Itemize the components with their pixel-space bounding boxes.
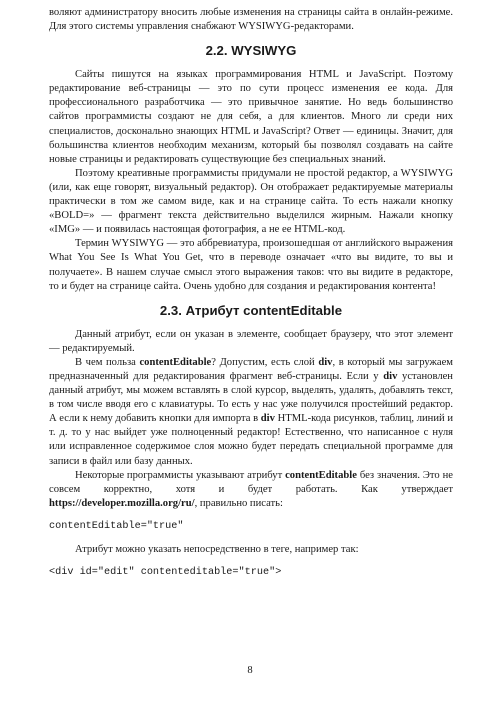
code-sample: <div id="edit" contenteditable="true"> [49, 567, 282, 578]
term-bold: contentEditable [139, 356, 212, 368]
section-heading-wysiwyg: 2.2. WYSIWYG [205, 43, 297, 59]
paragraph: Поэтому креативные программисты придумали не простой редактор, а WYSIWYG (или, как еще говорят, визуальный редактор). Он отображает редактируемые материалы практически в том же самом виде, как и на странице сайта. То есть нажали кнопку «BOLD=» — фрагмент текста действительно выделился жирным. Нажали кнопку «IMG» — и появилась настоящая фотография, а не ее HTML-код. [49, 167, 453, 236]
term-bold: div [260, 413, 275, 425]
url-bold: https://developer.mozilla.org/ru/ [49, 497, 195, 509]
page-number: 8 [247, 665, 253, 676]
term-bold: div [318, 356, 333, 368]
paragraph: Некоторые программисты указывают атрибут contentEditable без значения. Это не совсем корректно, хотя и будет работать. Как утверждает https://developer.mozilla.org/ru/, правильно писать: [49, 469, 453, 509]
code-sample: contentEditable="true" [49, 520, 184, 532]
term-bold: div [383, 370, 398, 382]
section-heading-contenteditable: 2.3. Атрибут contentEditable [159, 302, 343, 318]
paragraph: Сайты пишутся на языках программирования HTML и JavaScript. Поэтому редактирование веб-страницы — это по сути процесс изменения ее кода. Для профессионального разработчика — это привычное занятие. Но ведь большинство сайтов программисты создают не для себя, а для клиентов. Много ли среди них специалистов, досконально знающих HTML и JavaScript? Ответ — единицы. Значит, для большинства клиентов необходим механизм, который бы позволял создавать на сайте новые страницы и редактировать существующие без специальных знаний. [49, 69, 453, 165]
term-bold: contentEditable [285, 469, 357, 481]
paragraph: В чем польза contentEditable? Допустим, есть слой div, в который мы загружаем предназначенный для редактирования фрагмент веб-страницы. Если у div установлен данный атрибут, мы можем вставлять в слой курсор, выделять, удалять, добавлять текст, в том числе вводя его с клавиатуры. То есть у нас уже получился простейший редактор. А если к нему добавить кнопки для импорта в div HTML-кода рисунков, таблиц, линий и т. д. то у нас выйдет уже полноценный редактор! Естественно, что написанное с нуля или исправленное содержимое слоя можно будет передать специальной программе для записи в файл или базу данных. [49, 356, 453, 467]
paragraph: Термин WYSIWYG — это аббревиатура, произошедшая от английского выражения What You See Is What You Get, что в переводе означает «что вы видите, то вы и получаете». В нашем случае смысл этого выражения таков: что вы видите в редакторе, то и будет на странице сайта. Очень удобно для создания и редактирования контента! [49, 238, 453, 292]
paragraph: Данный атрибут, если он указан в элементе, сообщает браузеру, что этот элемент — редактируемый. [49, 328, 453, 354]
intro-paragraph: воляют администратору вносить любые изменения на страницы сайта в онлайн-режиме. Для этого системы управления снабжают WYSIWYG-редакторами. [49, 7, 453, 33]
paragraph: Атрибут можно указать непосредственно в теге, например так: [75, 543, 359, 555]
